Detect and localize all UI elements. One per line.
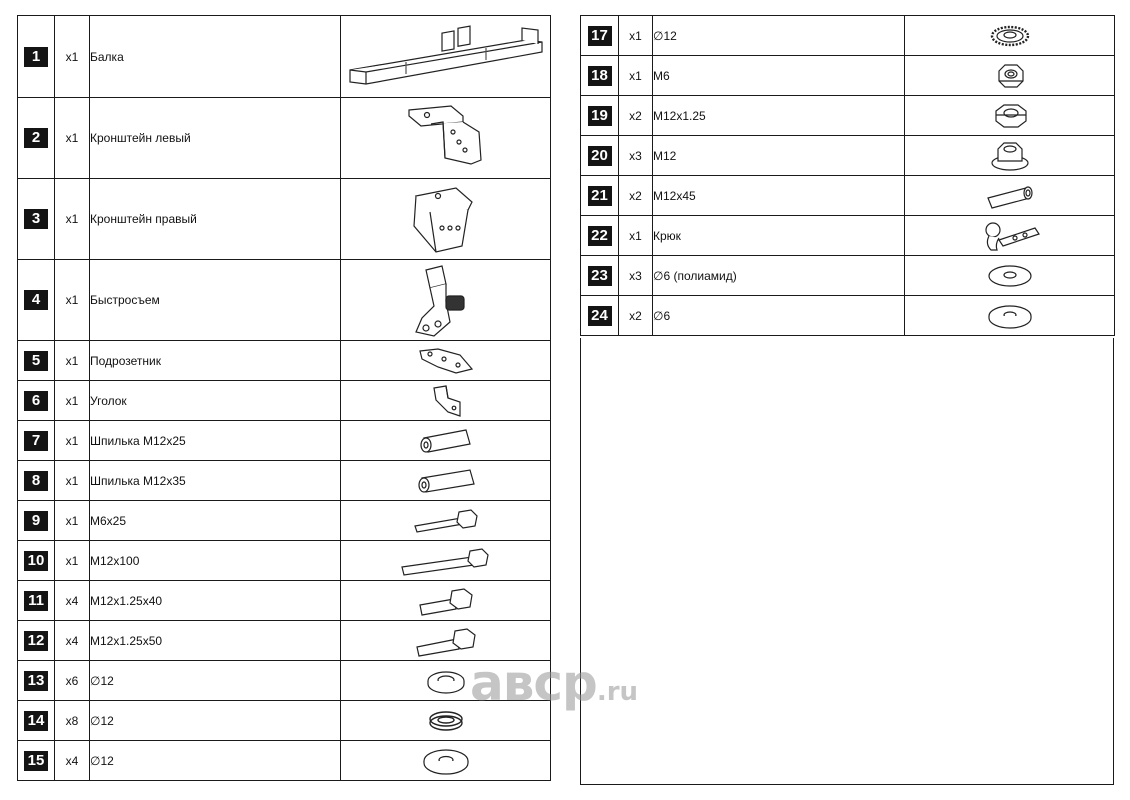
spacer-long-icon [414, 466, 478, 496]
quick-release-icon [406, 262, 486, 338]
part-quantity: x1 [55, 421, 90, 461]
hex-nut-icon [990, 101, 1030, 131]
part-number: 22 [588, 226, 612, 246]
table-row [18, 16, 551, 98]
part-name: М12 [653, 136, 905, 176]
angle-bracket-icon [426, 384, 466, 418]
part-number: 21 [588, 186, 612, 206]
washer-m6-icon [985, 302, 1035, 330]
part-number: 6 [24, 391, 48, 411]
part-name: М6х25 [90, 501, 341, 541]
part-name: Крюк [653, 216, 905, 256]
part-number: 13 [24, 671, 48, 691]
part-number: 19 [588, 106, 612, 126]
part-quantity: x3 [619, 136, 653, 176]
part-name: М12х100 [90, 541, 341, 581]
table-row [18, 581, 551, 621]
part-quantity: x1 [55, 260, 90, 341]
part-number: 9 [24, 511, 48, 531]
table-row [18, 541, 551, 581]
part-name: Кронштейн правый [90, 179, 341, 260]
part-name: Шпилька М12х25 [90, 421, 341, 461]
part-number: 8 [24, 471, 48, 491]
part-quantity: x1 [55, 541, 90, 581]
sleeve-icon [982, 182, 1038, 210]
large-washer-icon [421, 746, 471, 776]
table-row [18, 701, 551, 741]
table-row [18, 421, 551, 461]
part-quantity: x4 [55, 621, 90, 661]
part-quantity: x1 [619, 16, 653, 56]
nut-m6-icon [993, 61, 1027, 91]
spring-washer-icon [424, 707, 468, 735]
table-row [18, 661, 551, 701]
part-number: 10 [24, 551, 48, 571]
part-name: М12х1.25х50 [90, 621, 341, 661]
part-number: 11 [24, 591, 48, 611]
table-row [581, 136, 1115, 176]
part-number: 4 [24, 290, 48, 310]
part-quantity: x1 [55, 501, 90, 541]
bracket-right-icon [406, 182, 486, 256]
part-quantity: x2 [619, 296, 653, 336]
part-name: ∅12 [653, 16, 905, 56]
part-name: М12х1.25 [653, 96, 905, 136]
bracket-left-icon [401, 102, 491, 174]
part-quantity: x1 [55, 381, 90, 421]
part-name: Подрозетник [90, 341, 341, 381]
part-number: 7 [24, 431, 48, 451]
table-row [18, 381, 551, 421]
part-quantity: x3 [619, 256, 653, 296]
toothed-washer-icon [988, 22, 1032, 50]
table-row [18, 98, 551, 179]
socket-plate-icon [416, 345, 476, 377]
table-row [581, 256, 1115, 296]
flat-washer-icon [424, 667, 468, 695]
table-row [581, 56, 1115, 96]
polyamide-washer-icon [985, 262, 1035, 290]
part-name: ∅12 [90, 741, 341, 781]
part-quantity: x4 [55, 581, 90, 621]
table-row [581, 176, 1115, 216]
part-number: 18 [588, 66, 612, 86]
part-name: М12х45 [653, 176, 905, 216]
part-quantity: x1 [619, 56, 653, 96]
part-name: Шпилька М12х35 [90, 461, 341, 501]
part-name: Быстросъем [90, 260, 341, 341]
watermark-suffix: .ru [596, 677, 639, 707]
part-number: 2 [24, 128, 48, 148]
part-name: М6 [653, 56, 905, 96]
table-row [581, 96, 1115, 136]
spacer-short-icon [416, 426, 476, 456]
beam-icon [346, 22, 546, 92]
part-number: 5 [24, 351, 48, 371]
part-name: ∅6 [653, 296, 905, 336]
table-row [18, 260, 551, 341]
part-number: 12 [24, 631, 48, 651]
part-quantity: x1 [55, 179, 90, 260]
part-number: 17 [588, 26, 612, 46]
table-row [18, 179, 551, 260]
part-quantity: x1 [619, 216, 653, 256]
part-number: 1 [24, 47, 48, 67]
part-quantity: x6 [55, 661, 90, 701]
part-name: Балка [90, 16, 341, 98]
part-quantity: x1 [55, 341, 90, 381]
flange-nut-icon [988, 139, 1032, 173]
part-number: 14 [24, 711, 48, 731]
part-name: Уголок [90, 381, 341, 421]
bolt-long-icon [400, 545, 492, 577]
table-row [18, 741, 551, 781]
bolt-m12x50-icon [415, 625, 477, 657]
tow-hook-icon [975, 218, 1045, 254]
part-name: ∅12 [90, 701, 341, 741]
part-number: 24 [588, 306, 612, 326]
table-row [581, 16, 1115, 56]
part-number: 15 [24, 751, 48, 771]
part-quantity: x1 [55, 98, 90, 179]
table-row [18, 501, 551, 541]
table-row [18, 461, 551, 501]
part-quantity: x1 [55, 461, 90, 501]
part-quantity: x4 [55, 741, 90, 781]
table-row [18, 341, 551, 381]
part-quantity: x1 [55, 16, 90, 98]
table-row [581, 216, 1115, 256]
bolt-m6-icon [411, 506, 481, 536]
part-name: ∅6 (полиамид) [653, 256, 905, 296]
part-name: М12х1.25х40 [90, 581, 341, 621]
part-name: Кронштейн левый [90, 98, 341, 179]
bolt-m12x40-icon [416, 585, 476, 617]
part-number: 3 [24, 209, 48, 229]
part-quantity: x2 [619, 96, 653, 136]
part-number: 20 [588, 146, 612, 166]
parts-table-right [580, 15, 1115, 336]
table-row [581, 296, 1115, 336]
part-number: 23 [588, 266, 612, 286]
part-name: ∅12 [90, 661, 341, 701]
parts-table-left [17, 15, 551, 781]
empty-area [580, 338, 1114, 785]
part-quantity: x8 [55, 701, 90, 741]
part-quantity: x2 [619, 176, 653, 216]
table-row [18, 621, 551, 661]
watermark-text: авср [470, 654, 597, 712]
